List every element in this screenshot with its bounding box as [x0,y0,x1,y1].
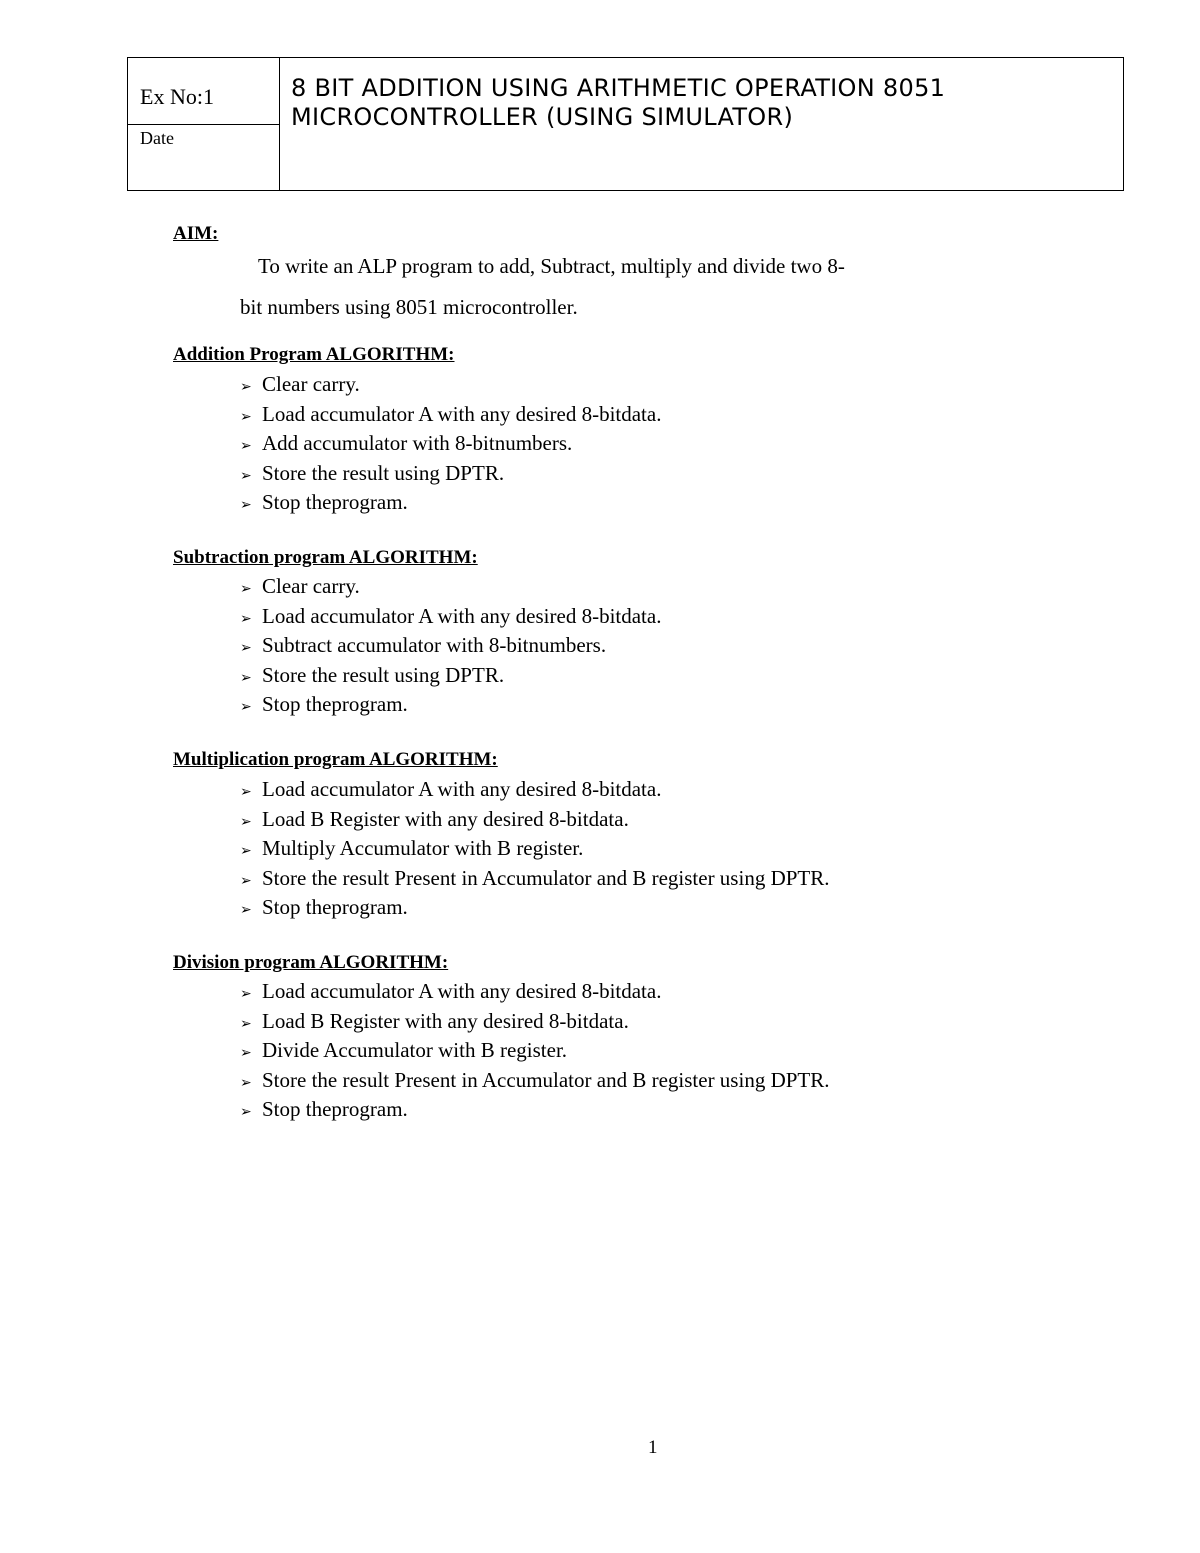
step-text: Store the result Present in Accumulator and B register using DPTR. [262,1067,830,1092]
list-item [240,893,830,923]
step-text: Stop theprogram. [262,490,408,514]
step-text: Store the result using DPTR. [262,460,505,485]
step-text: Load B Register with any desired 8-bitdata. [262,1008,629,1033]
multiplication-steps [240,775,830,923]
aim-text-line-2: bit numbers using 8051 microcontroller. [240,295,578,319]
step-text: Clear carry. [262,574,360,598]
step-text: Store the result using DPTR. [262,662,505,687]
list-item [240,834,830,864]
step-text: Store the result Present in Accumulator and B register using DPTR. [262,865,830,890]
bullet-arrow-icon: ➢ [240,872,252,889]
list-item [240,459,661,489]
bullet-arrow-icon: ➢ [240,467,252,484]
list-item [240,805,830,835]
step-text: Multiply Accumulator with B register. [262,836,584,860]
addition-steps [240,370,661,518]
step-text: Stop theprogram. [262,1097,408,1121]
bullet-arrow-icon: ➢ [240,784,252,800]
list-item [240,661,661,691]
step-text: Stop theprogram. [262,895,408,919]
list-item [240,864,830,894]
bullet-arrow-icon: ➢ [240,843,252,859]
bullet-arrow-icon: ➢ [240,408,252,425]
step-text: Subtract accumulator with 8-bitnumbers. [262,633,607,657]
bullet-arrow-icon: ➢ [240,379,252,395]
exno-cell [128,58,279,125]
list-item [240,1007,830,1037]
division-steps [240,977,830,1125]
list-item [240,488,661,518]
step-text: Clear carry. [262,372,360,396]
bullet-arrow-icon: ➢ [240,438,252,454]
bullet-arrow-icon: ➢ [240,1104,252,1120]
exno-label: Ex No:1 [140,84,214,109]
list-item [240,1066,830,1096]
bullet-arrow-icon: ➢ [240,669,252,686]
step-text: Load accumulator A with any desired 8-bitdata. [262,603,662,628]
bullet-arrow-icon: ➢ [240,1015,252,1032]
bullet-arrow-icon: ➢ [240,1045,252,1061]
document-title: 8 BIT ADDITION USING ARITHMETIC OPERATION 8051 MICROCONTROLLER (USING SIMULATOR) [291,74,946,131]
subtraction-heading: Subtraction program ALGORITHM: [173,547,478,568]
header-left-column [128,58,280,190]
list-item [240,631,661,661]
list-item [240,690,661,720]
header-table [127,57,1124,191]
step-text: Add accumulator with 8-bitnumbers. [262,431,573,455]
bullet-arrow-icon: ➢ [240,581,252,597]
multiplication-heading: Multiplication program ALGORITHM: [173,749,498,770]
step-text: Divide Accumulator with B register. [262,1038,568,1062]
step-text: Load accumulator A with any desired 8-bitdata. [262,401,662,426]
bullet-arrow-icon: ➢ [240,610,252,627]
aim-heading: AIM: [173,223,219,244]
division-heading: Division program ALGORITHM: [173,952,449,973]
bullet-arrow-icon: ➢ [240,699,252,715]
date-label: Date [140,128,174,148]
list-item [240,775,830,805]
bullet-arrow-icon: ➢ [240,1074,252,1091]
list-item [240,429,661,459]
step-text: Load accumulator A with any desired 8-bitdata. [262,979,662,1003]
step-text: Stop theprogram. [262,692,408,716]
bullet-arrow-icon: ➢ [240,813,252,830]
subtraction-steps [240,572,661,720]
list-item [240,400,661,430]
step-text: Load accumulator A with any desired 8-bitdata. [262,777,662,801]
bullet-arrow-icon: ➢ [240,986,252,1002]
addition-heading: Addition Program ALGORITHM: [173,344,455,365]
list-item [240,572,661,602]
step-text: Load B Register with any desired 8-bitdata. [262,806,629,831]
list-item [240,1095,830,1125]
list-item [240,977,830,1007]
list-item [240,602,661,632]
list-item [240,370,661,400]
bullet-arrow-icon: ➢ [240,640,252,656]
list-item [240,1036,830,1066]
bullet-arrow-icon: ➢ [240,902,252,918]
page-number: 1 [648,1437,658,1458]
bullet-arrow-icon: ➢ [240,497,252,513]
aim-text-line-1: To write an ALP program to add, Subtract, multiply and divide two 8- [258,254,845,278]
